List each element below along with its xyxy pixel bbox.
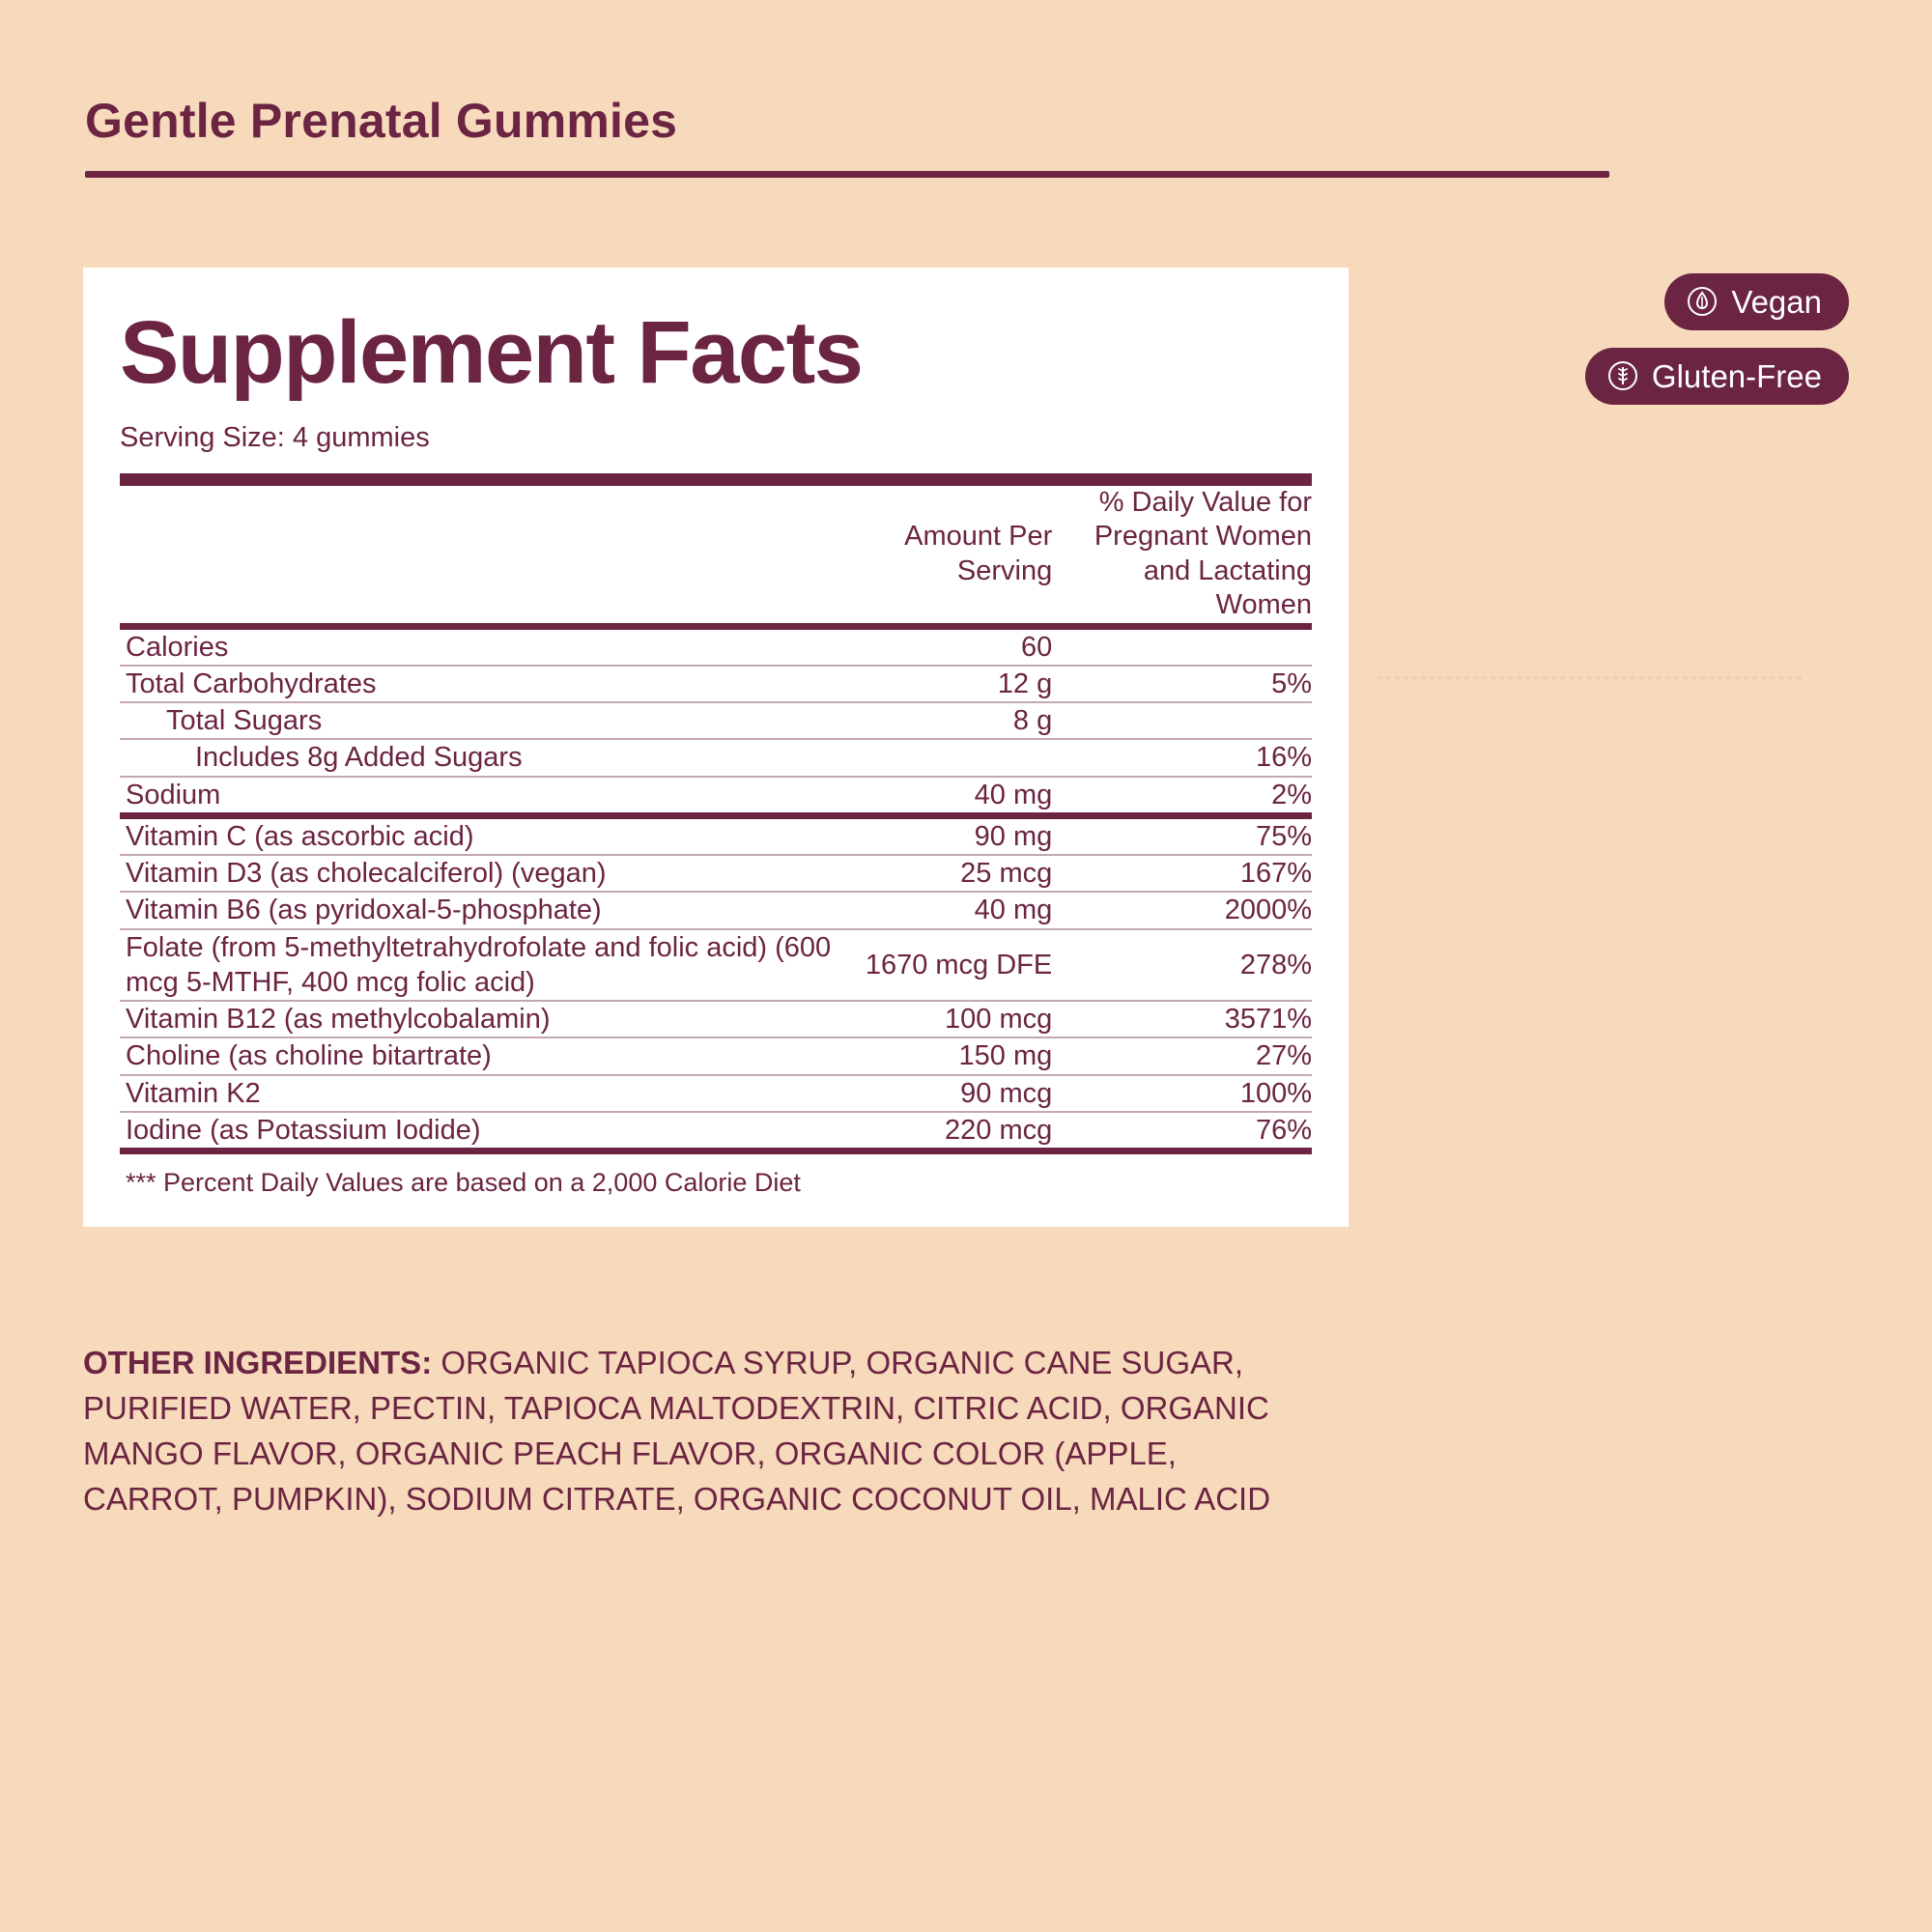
supplement-facts-table — [120, 486, 1312, 1154]
nutrient-amount: 90 mg — [974, 820, 1053, 852]
table-row — [120, 1038, 1312, 1073]
table-row — [120, 1076, 1312, 1111]
title-divider — [85, 171, 1609, 178]
table-row — [120, 740, 1312, 775]
nutrient-dv: 2% — [1271, 779, 1312, 810]
page-title: Gentle Prenatal Gummies — [85, 94, 678, 148]
nutrient-amount: 1670 mcg DFE — [865, 949, 1053, 980]
leaf-drop-icon — [1686, 285, 1719, 318]
nutrient-amount: 25 mcg — [960, 858, 1053, 889]
nutrient-dv: 278% — [1239, 949, 1312, 980]
table-row — [120, 930, 1312, 1001]
nutrient-dv: 27% — [1255, 1040, 1312, 1072]
header-amount-per-serving: Amount Per Serving — [904, 521, 1053, 586]
header-separator — [120, 623, 1312, 630]
nutrient-name: Vitamin B6 (as pyridoxal-5-phosphate) — [126, 895, 602, 926]
table-row — [120, 893, 1312, 927]
table-bottom-rule — [120, 1148, 1312, 1154]
nutrient-name: Sodium — [126, 779, 221, 810]
table-row — [120, 1002, 1312, 1037]
table-row — [120, 1113, 1312, 1148]
nutrient-amount: 60 — [1020, 631, 1053, 663]
table-header-row — [120, 486, 1312, 623]
table-row — [120, 703, 1312, 738]
other-ingredients — [83, 1341, 1310, 1521]
table-row — [120, 667, 1312, 701]
nutrient-amount: 90 mcg — [960, 1077, 1053, 1109]
nutrient-amount: 220 mcg — [945, 1114, 1053, 1146]
nutrient-amount: 8 g — [1012, 705, 1053, 736]
table-row — [120, 630, 1312, 665]
table-row — [120, 778, 1312, 812]
nutrient-name: Total Carbohydrates — [126, 668, 377, 699]
nutrient-name: Iodine (as Potassium Iodide) — [126, 1114, 481, 1146]
table-row — [120, 819, 1312, 854]
nutrient-name: Vitamin K2 — [126, 1077, 261, 1109]
header — [85, 95, 1631, 178]
nutrient-name: Vitamin B12 (as methylcobalamin) — [126, 1004, 551, 1035]
nutrient-dv — [1052, 703, 1312, 738]
nutrient-name: Folate (from 5-methyltetrahydrofolate and folic acid) (600 mcg 5-MTHF, 400 mcg folic acid) — [126, 931, 832, 998]
nutrient-amount: 40 mg — [974, 895, 1053, 926]
nutrient-name: Choline (as choline bitartrate) — [126, 1040, 492, 1072]
nutrient-dv — [1052, 630, 1312, 665]
supplement-facts-panel — [83, 268, 1349, 1227]
nutrient-amount — [838, 740, 1052, 775]
nutrient-amount: 150 mg — [958, 1040, 1053, 1072]
nutrient-dv: 2000% — [1224, 895, 1312, 926]
section-separator — [120, 812, 1312, 819]
nutrient-dv: 76% — [1255, 1114, 1312, 1146]
header-daily-value: % Daily Value for Pregnant Women and Lactating Women — [1094, 487, 1312, 621]
other-ingredients-label: OTHER INGREDIENTS: — [83, 1345, 433, 1380]
nutrient-name: Includes 8g Added Sugars — [195, 742, 523, 774]
nutrient-name: Total Sugars — [166, 705, 323, 736]
nutrient-amount: 100 mcg — [945, 1004, 1053, 1035]
nutrient-dv: 16% — [1255, 742, 1312, 774]
nutrient-dv: 3571% — [1224, 1004, 1312, 1035]
badge-label: Gluten-Free — [1651, 357, 1822, 394]
daily-value-footnote: *** Percent Daily Values are based on a 2,000 Calorie Diet — [126, 1168, 801, 1197]
panel-top-rule — [120, 473, 1312, 486]
nutrient-dv: 5% — [1271, 668, 1312, 699]
header-blank — [120, 486, 838, 623]
panel-title: Supplement Facts — [120, 303, 863, 402]
nutrient-dv: 75% — [1255, 820, 1312, 852]
nutrient-name: Calories — [126, 631, 229, 663]
nutrient-name: Vitamin C (as ascorbic acid) — [126, 820, 474, 852]
nutrient-name: Vitamin D3 (as cholecalciferol) (vegan) — [126, 858, 607, 889]
table-row — [120, 856, 1312, 891]
nutrient-dv: 167% — [1239, 858, 1312, 889]
nutrient-dv: 100% — [1239, 1077, 1312, 1109]
wheat-icon — [1606, 359, 1639, 392]
nutrient-amount: 40 mg — [974, 779, 1053, 810]
badge-vegan — [1664, 273, 1849, 330]
decorative-dashed-line — [1377, 676, 1802, 679]
other-ingredients-text: ORGANIC TAPIOCA SYRUP, ORGANIC CANE SUGAR, PURIFIED WATER, PECTIN, TAPIOCA MALTODEXTRIN, CITRIC ACID, ORGANIC MANGO FLAVOR, ORGANIC PEACH FLAVOR, ORGANIC COLOR (APPLE, CARROT, PUMPKIN), SODIUM CITRATE, ORGANIC COCONUT OIL, MALIC ACID — [83, 1345, 1271, 1517]
badge-label: Vegan — [1731, 283, 1822, 320]
serving-size: Serving Size: 4 gummies — [120, 422, 430, 453]
badge-gluten-free — [1585, 348, 1849, 405]
badge-list — [1585, 273, 1849, 405]
nutrient-amount: 12 g — [997, 668, 1053, 699]
